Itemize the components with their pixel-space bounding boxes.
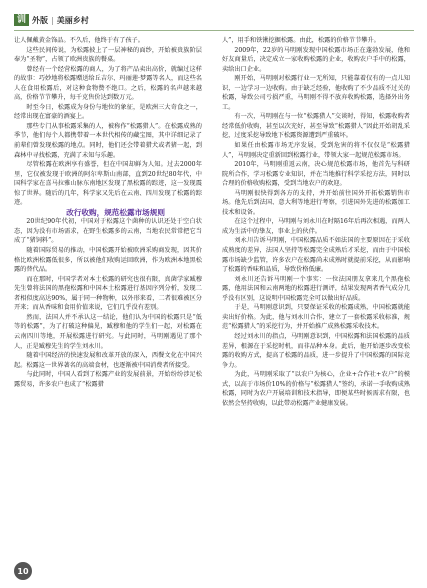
paragraph: 马明刚很快得到各方的支持，并开始前往国外开拓松露销售市场。他先后到法国、意大利等地进行考察，引进国外先进的松露加工技术和设备。 [222,189,410,216]
paragraph: 刚开始，马明刚对松露行业一无所知，只能靠着仅有的一点儿知识，一边学习一边收购。由于缺乏经验，他收购了不少品质不过关的松露，导致公司亏损严重，马明刚不得不放弃收购松露，选择外出务工。 [222,75,410,111]
section-badge: 训 [14,14,29,26]
paragraph: 曾经有一个经营松露的商人，为了将产品卖出高价，就编过这样的故事：巧妙地将松露赠送给丘吉尔、玛丽莲·梦露等名人，而这些名人在食用松露后，对这种食物赞不绝口。之后，松露的名声越来越高，价格节节攀升，每千克售价达到数万元。 [14,65,202,102]
paragraph: 而在那时，中国学者对本土松露的研究也很有限，真菌学家臧穆先生曾将法国的黑孢松露和中国本土松露进行基因序列分析，发现二者相似度高达90%，属于同一种物种，以外形来看，二者很难被区分开来；而从香味和食用价值来说，它们几乎没有差别。 [14,275,202,312]
paragraph: 尽管松露在欧洲享有盛誉，但在中国却鲜为人知。过去2000年里，它仅被发现于欧洲的阿尔卑斯山南部，直到20世纪80年代，中国科学家在喜马拉雅山脉东南地区发现了黑松露的踪迹，这一发现震惊了世界。随后的几年，科学家又先后在云南、四川发现了松露的踪迹。 [14,161,202,207]
right-column [222,36,410,576]
paragraph: 于是，马明刚意识到，只要保证采收的松露成熟，中国松露就能卖出好价格。为此，他与刘永川合作，建立了一套松露采收标准，规范“松露猎人”的采挖行为，并开始推广成熟松露采收技术。 [222,304,410,331]
paragraph: 时至今日，松露成为身份与地位的象征，是欧洲三大奇食之一，经常出现在富豪的酒宴上。 [14,103,202,121]
paragraph: 20世纪90年代初，中国对于松露这个菌种的认识还处于空白状态，因为没有市场需求，在野生松露多的云南，当地农民常常把它当成了“猪饲料”。 [14,218,202,245]
paragraph: 刘永川还告诉马明刚一个事实：一位法国朋友拿来几个黑孢松露，他用法国和云南两地的松露进行测评，结果发现两者香气成分几乎没有区别，这说明中国松露完全可以做出好品质。 [222,275,410,302]
paragraph: 这些民间传说，为松露披上了一层神秘的面纱，开始被贵族阶层奉为“圣物”，占领了欧洲贵族的餐桌。 [14,46,202,64]
section-label: 外版 [32,15,49,25]
paragraph: 随着国际贸易的推动，中国松露开始被欧洲采购商发现，因其价格比欧洲松露低很多，所以被他们收购运回欧洲，作为欧洲本地黑松露的替代品。 [14,247,202,274]
paragraph: 如果任由松露市场无序发展，受到危害的将不仅仅是“松露猎人”，马明刚决定重新回到松露行业，带领大家一起规范松露市场。 [222,142,410,159]
paragraph: 然而，法国人并不承认这一结论，他们认为中国的松露只是“低等的松露”，为了打破这种偏见，臧穆和他的学生们一起，对松露在云南四川等地，开展松露进行研究。与此同时，马明刚遇见了那个人，正是臧穆先生的学生刘永川。 [14,313,202,350]
paragraph: 让人佩戴黄金饰品。不久后，他终于有了孩子。 [14,37,144,44]
paragraph: 为此，马明刚采取了“以农户为核心，企业+合作社+农户”的模式，以高于市场价10%的价格与“松露猎人”签约，承诺一手收购成熟松露，同时为农户开展培训和技术指导，即便某些时候需求有限，也依然会坚持收购，以此带动松露产业健康发展。 [222,371,410,407]
column-name: 美丽乡村 [56,15,89,25]
paragraph: 随着中国经济的快速发展和改革开放的深入，西餐文化在中国兴起。松露这一世界著名的高端食材，也逐渐被中国消费者所接受。 [14,352,202,369]
paragraph: 2009年，22岁的马明刚发现中国松露市场正在蓬勃发展，他和好友商量后，决定成立一家收购松露的企业，收购农户手中的松露，卖给出口企业。 [222,46,410,73]
paragraph: 经过刘永川的指点，马明刚意识到，中国松露和法国松露的品质差异，根源在于采挖时机，而非品种本身。此后，他开始逐步改变松露的收购方式，提高了松露的品质，进一步提升了中国松露的国际竞争力。 [222,332,410,369]
page-header [14,12,414,28]
paragraph: 刘永川告诉马明刚，中国松露品质不如法国的主要原因在于采收成熟度的差异，法国人坚持等松露完全成熟后才采挖，而由于中国松露市场缺少监管，许多农户在松露尚未成熟时就提前采挖，从而影响了松露的香味和品质，导致价格低廉。 [222,237,410,274]
page-number: 10 [14,562,32,580]
section-heading: 改行收购，规范松露市场规则 [66,207,165,217]
left-column [14,36,202,558]
paragraph: 2010年，马明刚重返云南，决心规范松露市场，他首先与科研院所合作，学习松露专业知识，并在当地推行科学采挖方法，同时以合理的价格收购松露，受到当地农户的欢迎。 [222,161,410,188]
paragraph: 人”，用手和铁锹挖掘松露。由此，松露的价格节节攀升。 [222,37,380,44]
paragraph: 在这个过程中，马明刚与刘永川在时隔16年后再次相遇，而两人成为生活中的挚友，事业上的伙伴。 [222,218,410,235]
paragraph: 有一次，马明刚在与一位“松露猎人”交谈时，得知，松露收购者经常低价收购，甚至以次充好，甚至导致“松露猎人”因此开始胡乱采挖，过度采挖导致地下松露资源遭到严重破坏。 [222,113,410,140]
header-rule [14,30,414,31]
section-separator: | [51,15,54,25]
paragraph: 与此同时，中国人看到了松露产业的发展前景，开始纷纷涉足松露贸易，许多农户也成了“松露猎 [14,371,202,388]
paragraph: 那些专门从事松露采集的人，被称作“松露猎人”。在松露成熟的季节，他们每个人都携带着一本世代相传的藏宝图，其中详细记录了前辈们曾发现松露的地点。同时，他们还会带着猎犬或者猪一起，到森林中寻找松露，充满了未知与乐趣。 [14,122,202,159]
